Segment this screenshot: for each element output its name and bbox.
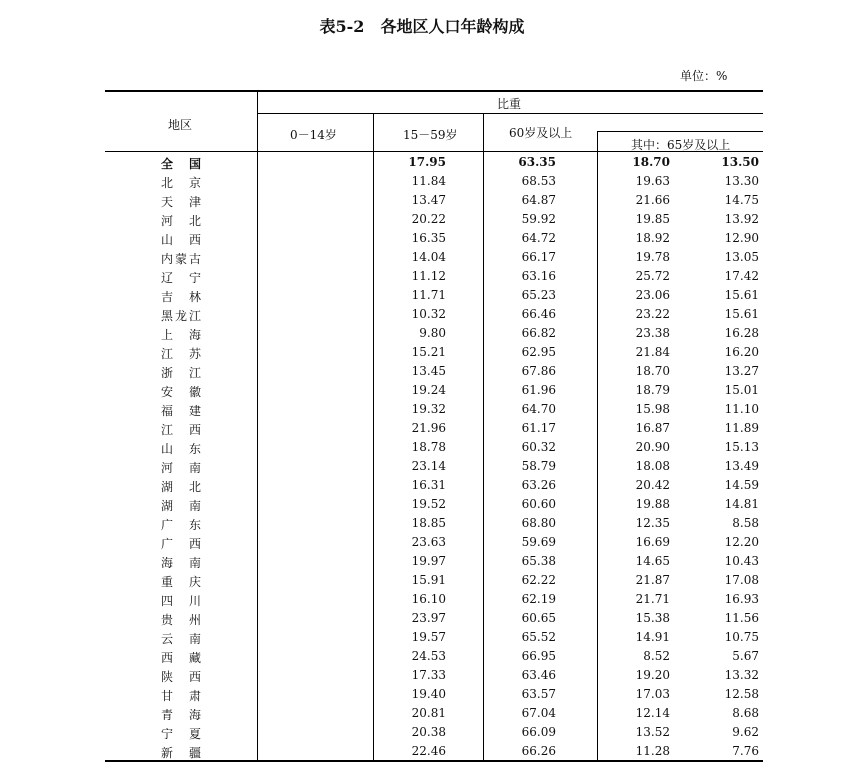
value-age-0-14: 19.40 — [411, 687, 446, 701]
header-age-15-59: 15－59岁 — [403, 128, 458, 142]
table-row — [105, 723, 763, 742]
value-age-15-59: 65.38 — [521, 554, 556, 568]
region-name: 河南 — [161, 461, 201, 475]
value-age-15-59: 66.46 — [521, 307, 556, 321]
value-age-65-plus: 8.58 — [732, 516, 759, 530]
value-age-60-plus: 17.03 — [635, 687, 670, 701]
value-age-15-59: 64.72 — [521, 231, 556, 245]
value-age-65-plus: 11.10 — [724, 402, 759, 416]
value-age-60-plus: 14.65 — [635, 554, 670, 568]
region-name: 湖北 — [161, 480, 201, 494]
value-age-15-59: 59.69 — [521, 535, 556, 549]
region-name: 内蒙古 — [161, 252, 201, 266]
table-row — [105, 305, 763, 324]
region-name: 天津 — [161, 195, 201, 209]
value-age-65-plus: 5.67 — [732, 649, 759, 663]
region-name: 宁夏 — [161, 727, 201, 741]
value-age-65-plus: 13.50 — [721, 155, 759, 169]
table-row — [105, 210, 763, 229]
value-age-60-plus: 18.70 — [632, 155, 670, 169]
value-age-65-plus: 10.75 — [724, 630, 759, 644]
region-name: 甘肃 — [161, 689, 201, 703]
value-age-0-14: 23.63 — [411, 535, 446, 549]
header-age-65-plus: 其中：65岁及以上 — [631, 138, 731, 152]
table-row — [105, 286, 763, 305]
value-age-65-plus: 17.08 — [724, 573, 759, 587]
value-age-15-59: 67.86 — [521, 364, 556, 378]
value-age-15-59: 60.60 — [521, 497, 556, 511]
region-name: 江西 — [161, 423, 201, 437]
value-age-60-plus: 19.63 — [635, 174, 670, 188]
value-age-0-14: 19.57 — [411, 630, 446, 644]
value-age-65-plus: 8.68 — [732, 706, 759, 720]
table-row — [105, 495, 763, 514]
value-age-15-59: 60.32 — [521, 440, 556, 454]
value-age-65-plus: 15.61 — [724, 307, 759, 321]
value-age-0-14: 17.33 — [411, 668, 446, 682]
value-age-0-14: 20.22 — [411, 212, 446, 226]
value-age-65-plus: 15.13 — [724, 440, 759, 454]
value-age-15-59: 66.95 — [521, 649, 556, 663]
value-age-65-plus: 12.20 — [724, 535, 759, 549]
table-row — [105, 324, 763, 343]
value-age-0-14: 15.91 — [411, 573, 446, 587]
value-age-65-plus: 12.90 — [724, 231, 759, 245]
value-age-0-14: 11.84 — [411, 174, 446, 188]
value-age-60-plus: 21.66 — [635, 193, 670, 207]
value-age-15-59: 62.95 — [521, 345, 556, 359]
table-row — [105, 362, 763, 381]
table-row — [105, 267, 763, 286]
value-age-0-14: 24.53 — [411, 649, 446, 663]
value-age-60-plus: 8.52 — [643, 649, 670, 663]
region-name: 山东 — [161, 442, 201, 456]
table-row — [105, 666, 763, 685]
value-age-15-59: 65.52 — [521, 630, 556, 644]
value-age-15-59: 66.26 — [521, 744, 556, 758]
value-age-60-plus: 18.70 — [635, 364, 670, 378]
value-age-65-plus: 15.61 — [724, 288, 759, 302]
value-age-60-plus: 19.20 — [635, 668, 670, 682]
value-age-60-plus: 23.06 — [635, 288, 670, 302]
value-age-60-plus: 20.42 — [635, 478, 670, 492]
value-age-65-plus: 17.42 — [724, 269, 759, 283]
value-age-15-59: 66.09 — [521, 725, 556, 739]
value-age-65-plus: 16.20 — [724, 345, 759, 359]
value-age-0-14: 18.78 — [411, 440, 446, 454]
region-name: 安徽 — [161, 385, 201, 399]
table-row — [105, 419, 763, 438]
table-row — [105, 438, 763, 457]
value-age-0-14: 23.97 — [411, 611, 446, 625]
value-age-65-plus: 13.05 — [724, 250, 759, 264]
header-age-60-plus: 60岁及以上 — [509, 126, 573, 140]
value-age-0-14: 16.31 — [411, 478, 446, 492]
value-age-0-14: 11.71 — [411, 288, 446, 302]
value-age-0-14: 16.35 — [411, 231, 446, 245]
value-age-15-59: 62.19 — [521, 592, 556, 606]
value-age-15-59: 67.04 — [521, 706, 556, 720]
table-row — [105, 191, 763, 210]
value-age-60-plus: 19.78 — [635, 250, 670, 264]
header-group-rule — [257, 113, 763, 114]
value-age-60-plus: 18.08 — [635, 459, 670, 473]
value-age-0-14: 13.45 — [411, 364, 446, 378]
region-name: 北京 — [161, 176, 201, 190]
region-name: 黑龙江 — [161, 309, 201, 323]
value-age-15-59: 68.53 — [521, 174, 556, 188]
value-age-0-14: 20.38 — [411, 725, 446, 739]
table-row — [105, 381, 763, 400]
value-age-60-plus: 12.14 — [635, 706, 670, 720]
value-age-65-plus: 13.49 — [724, 459, 759, 473]
value-age-0-14: 16.10 — [411, 592, 446, 606]
value-age-60-plus: 18.79 — [635, 383, 670, 397]
value-age-15-59: 63.16 — [521, 269, 556, 283]
value-age-65-plus: 13.30 — [724, 174, 759, 188]
region-name: 新疆 — [161, 746, 201, 760]
value-age-15-59: 61.96 — [521, 383, 556, 397]
value-age-65-plus: 16.93 — [724, 592, 759, 606]
value-age-60-plus: 21.84 — [635, 345, 670, 359]
region-name: 浙江 — [161, 366, 201, 380]
value-age-15-59: 63.26 — [521, 478, 556, 492]
table-row — [105, 552, 763, 571]
value-age-60-plus: 11.28 — [635, 744, 670, 758]
value-age-0-14: 21.96 — [411, 421, 446, 435]
value-age-0-14: 11.12 — [411, 269, 446, 283]
region-name: 广东 — [161, 518, 201, 532]
value-age-60-plus: 25.72 — [635, 269, 670, 283]
region-name: 海南 — [161, 556, 201, 570]
header-sub-rule — [597, 131, 763, 132]
region-name: 西藏 — [161, 651, 201, 665]
region-name: 湖南 — [161, 499, 201, 513]
value-age-0-14: 23.14 — [411, 459, 446, 473]
value-age-15-59: 58.79 — [521, 459, 556, 473]
value-age-65-plus: 9.62 — [732, 725, 759, 739]
value-age-0-14: 19.24 — [411, 383, 446, 397]
value-age-65-plus: 13.27 — [724, 364, 759, 378]
value-age-15-59: 61.17 — [521, 421, 556, 435]
region-name: 辽宁 — [161, 271, 201, 285]
value-age-0-14: 19.97 — [411, 554, 446, 568]
table-row — [105, 647, 763, 666]
value-age-15-59: 63.46 — [521, 668, 556, 682]
value-age-0-14: 19.52 — [411, 497, 446, 511]
value-age-60-plus: 19.88 — [635, 497, 670, 511]
table-row — [105, 153, 763, 172]
value-age-15-59: 64.87 — [521, 193, 556, 207]
value-age-65-plus: 7.76 — [732, 744, 759, 758]
region-name: 上海 — [161, 328, 201, 342]
value-age-15-59: 63.35 — [518, 155, 556, 169]
region-name: 福建 — [161, 404, 201, 418]
header-region: 地区 — [168, 118, 193, 132]
table-row — [105, 571, 763, 590]
value-age-15-59: 59.92 — [521, 212, 556, 226]
table-row — [105, 628, 763, 647]
value-age-60-plus: 18.92 — [635, 231, 670, 245]
value-age-65-plus: 10.43 — [724, 554, 759, 568]
value-age-0-14: 9.80 — [419, 326, 446, 340]
value-age-15-59: 68.80 — [521, 516, 556, 530]
value-age-0-14: 18.85 — [411, 516, 446, 530]
header-group: 比重 — [497, 97, 522, 111]
value-age-60-plus: 23.38 — [635, 326, 670, 340]
unit-label: 单位：% — [680, 69, 728, 83]
table-row — [105, 533, 763, 552]
region-name: 山西 — [161, 233, 201, 247]
region-name: 贵州 — [161, 613, 201, 627]
region-name: 吉林 — [161, 290, 201, 304]
value-age-60-plus: 15.38 — [635, 611, 670, 625]
table-row — [105, 343, 763, 362]
value-age-0-14: 10.32 — [411, 307, 446, 321]
value-age-60-plus: 14.91 — [635, 630, 670, 644]
table-row — [105, 457, 763, 476]
region-name: 全国 — [161, 157, 201, 171]
value-age-65-plus: 14.59 — [724, 478, 759, 492]
value-age-0-14: 14.04 — [411, 250, 446, 264]
value-age-60-plus: 16.87 — [635, 421, 670, 435]
value-age-0-14: 15.21 — [411, 345, 446, 359]
value-age-65-plus: 15.01 — [724, 383, 759, 397]
value-age-60-plus: 23.22 — [635, 307, 670, 321]
value-age-0-14: 13.47 — [411, 193, 446, 207]
value-age-0-14: 20.81 — [411, 706, 446, 720]
value-age-65-plus: 14.81 — [724, 497, 759, 511]
table-row — [105, 742, 763, 761]
value-age-0-14: 19.32 — [411, 402, 446, 416]
value-age-15-59: 62.22 — [521, 573, 556, 587]
value-age-65-plus: 11.89 — [724, 421, 759, 435]
table-row — [105, 476, 763, 495]
value-age-60-plus: 13.52 — [635, 725, 670, 739]
value-age-60-plus: 15.98 — [635, 402, 670, 416]
region-name: 广西 — [161, 537, 201, 551]
table-row — [105, 704, 763, 723]
value-age-15-59: 66.82 — [521, 326, 556, 340]
value-age-65-plus: 14.75 — [724, 193, 759, 207]
value-age-60-plus: 16.69 — [635, 535, 670, 549]
table-row — [105, 685, 763, 704]
header-age-0-14: 0－14岁 — [290, 128, 337, 142]
value-age-15-59: 64.70 — [521, 402, 556, 416]
table-top-rule — [105, 90, 763, 92]
value-age-60-plus: 12.35 — [635, 516, 670, 530]
region-name: 河北 — [161, 214, 201, 228]
value-age-65-plus: 12.58 — [724, 687, 759, 701]
region-name: 陕西 — [161, 670, 201, 684]
table-row — [105, 400, 763, 419]
value-age-15-59: 60.65 — [521, 611, 556, 625]
table-row — [105, 609, 763, 628]
region-name: 云南 — [161, 632, 201, 646]
value-age-65-plus: 11.56 — [724, 611, 759, 625]
value-age-0-14: 17.95 — [408, 155, 446, 169]
region-name: 青海 — [161, 708, 201, 722]
value-age-65-plus: 13.92 — [724, 212, 759, 226]
value-age-15-59: 66.17 — [521, 250, 556, 264]
value-age-65-plus: 16.28 — [724, 326, 759, 340]
data-rows — [105, 153, 763, 761]
page-title: 表5-2 各地区人口年龄构成 — [319, 17, 525, 36]
table-row — [105, 514, 763, 533]
value-age-15-59: 65.23 — [521, 288, 556, 302]
region-name: 重庆 — [161, 575, 201, 589]
region-name: 江苏 — [161, 347, 201, 361]
table-row — [105, 229, 763, 248]
value-age-60-plus: 21.87 — [635, 573, 670, 587]
region-name: 四川 — [161, 594, 201, 608]
value-age-60-plus: 21.71 — [635, 592, 670, 606]
table-row — [105, 172, 763, 191]
value-age-60-plus: 19.85 — [635, 212, 670, 226]
value-age-60-plus: 20.90 — [635, 440, 670, 454]
value-age-65-plus: 13.32 — [724, 668, 759, 682]
table-row — [105, 248, 763, 267]
table-row — [105, 590, 763, 609]
value-age-0-14: 22.46 — [411, 744, 446, 758]
value-age-15-59: 63.57 — [521, 687, 556, 701]
